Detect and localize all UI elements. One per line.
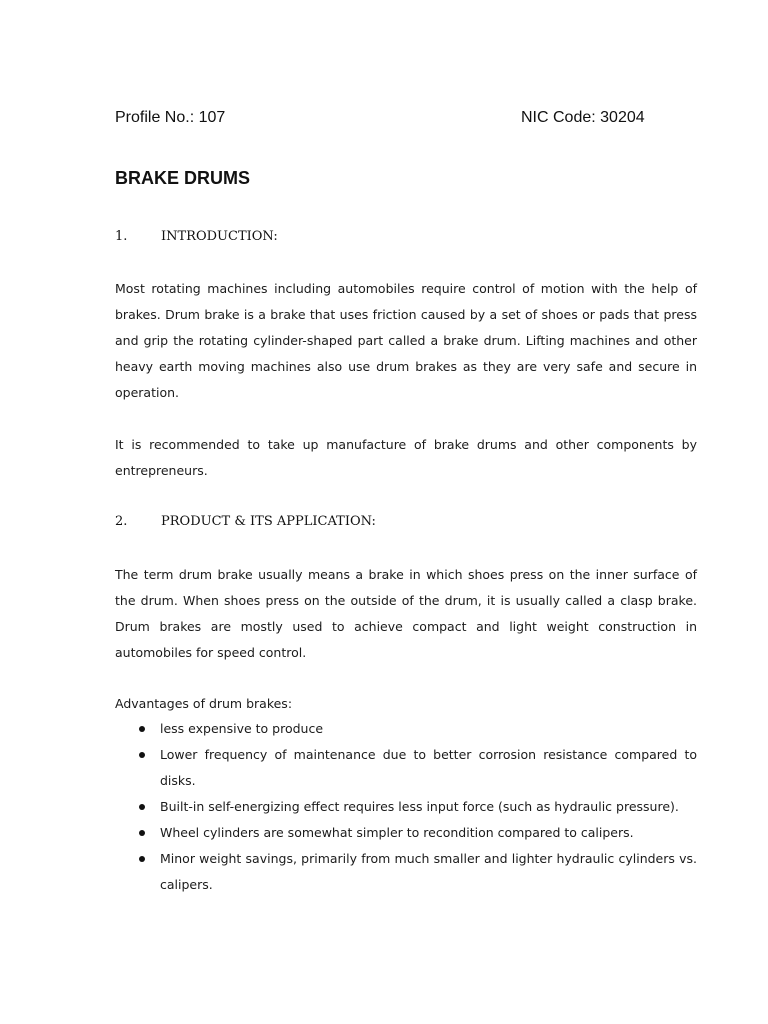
- section-number: 1.: [115, 229, 128, 244]
- list-item-text: Wheel cylinders are somewhat simpler to recondition compared to calipers.: [160, 825, 634, 840]
- section-number: 2.: [115, 514, 128, 529]
- bullet-icon: [139, 856, 145, 862]
- list-item: [115, 846, 697, 898]
- bullet-icon: [139, 726, 145, 732]
- introduction-paragraph: Most rotating machines including automobiles require control of motion with the help of brakes. Drum brake is a brake that uses friction caused by a set of shoes or pads that press and grip the rotating cylinder-shaped part called a brake drum. Lifting machines and other heavy earth moving machines also use drum brakes as they are very safe and secure in operation.: [115, 281, 697, 400]
- list-item: [115, 742, 697, 794]
- list-item-text: Built-in self-energizing effect requires less input force (such as hydraulic pressure).: [160, 799, 679, 814]
- list-item: [115, 820, 697, 846]
- document-header: [115, 109, 655, 133]
- list-item-text: less expensive to produce: [160, 721, 324, 736]
- document-title: BRAKE DRUMS: [115, 168, 250, 188]
- list-item-text: Minor weight savings, primarily from much smaller and lighter hydraulic cylinders vs. calipers.: [160, 851, 697, 892]
- section-heading-product: [115, 514, 675, 529]
- bullet-icon: [139, 752, 145, 758]
- bullet-icon: [139, 830, 145, 836]
- list-item-text: Lower frequency of maintenance due to better corrosion resistance compared to disks.: [160, 747, 697, 788]
- advantages-intro: Advantages of drum brakes:: [115, 696, 293, 711]
- section-title: PRODUCT & ITS APPLICATION:: [161, 514, 376, 529]
- section-heading-introduction: [115, 229, 675, 244]
- recommendation-paragraph: It is recommended to take up manufacture of brake drums and other components by entrepreneurs.: [115, 437, 697, 478]
- product-paragraph: The term drum brake usually means a brake in which shoes press on the inner surface of the drum. When shoes press on the outside of the drum, it is usually called a clasp brake. Drum brakes are mostly used to achieve compact and light weight construction in automobiles for speed control.: [115, 567, 697, 660]
- advantages-list: [115, 716, 697, 898]
- profile-number: Profile No.: 107: [115, 109, 226, 126]
- list-item: [115, 716, 697, 742]
- list-item: [115, 794, 697, 820]
- nic-code: NIC Code: 30204: [521, 109, 645, 126]
- bullet-icon: [139, 804, 145, 810]
- section-title: INTRODUCTION:: [161, 229, 278, 244]
